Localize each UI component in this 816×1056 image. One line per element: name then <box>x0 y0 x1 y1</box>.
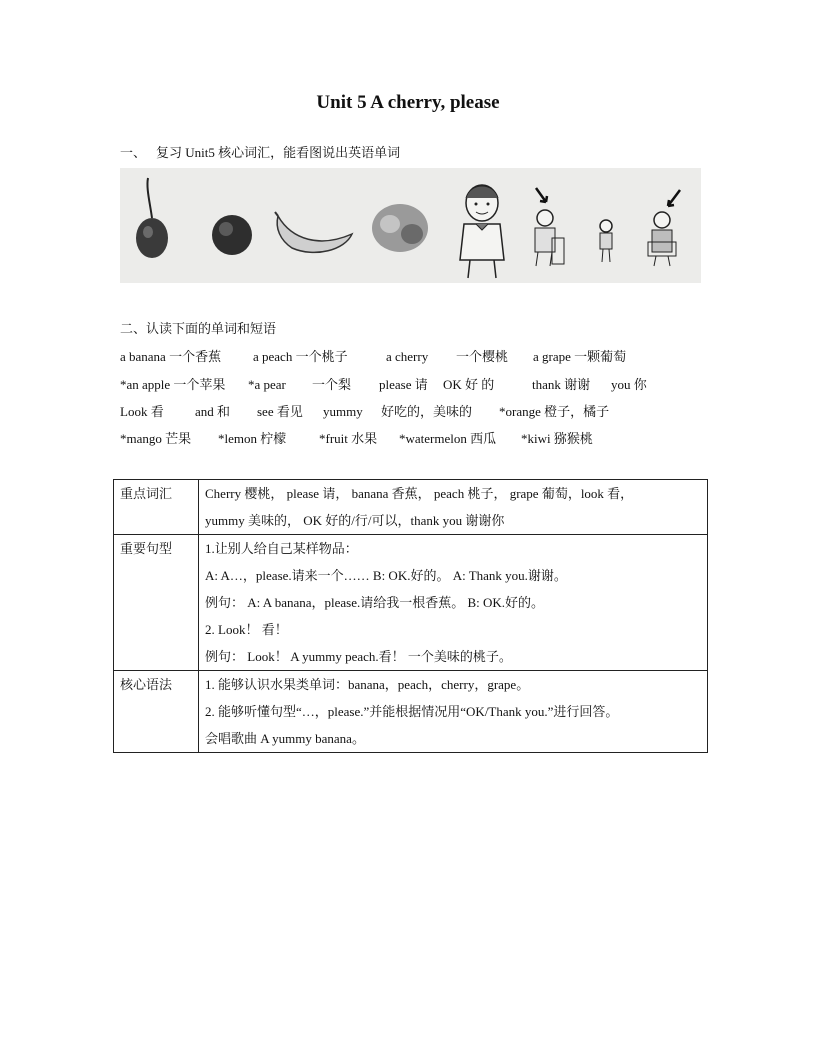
row-line: 例句： A: A banana，please.请给我一根香蕉。 B: OK.好的。 <box>205 595 545 610</box>
row-line: 1.让别人给自己某样物品： <box>205 541 358 556</box>
row-line: 会唱歌曲 A yummy banana。 <box>205 731 365 746</box>
grape-icon <box>372 204 428 252</box>
row-content <box>199 535 708 671</box>
section-1-text: 复习 Unit5 核心词汇，能看图说出英语单词 <box>156 145 401 160</box>
key-points-table <box>113 479 708 753</box>
section-1-heading <box>120 142 400 161</box>
vocab-item: *orange 橙子，橘子 <box>499 404 610 419</box>
vocab-line-2 <box>120 374 647 393</box>
table-row <box>114 535 708 671</box>
vocab-item: *watermelon 西瓜 <box>399 431 497 446</box>
vocab-line-4 <box>120 428 593 447</box>
row-header: 重要句型 <box>114 535 199 671</box>
banana-icon <box>275 212 352 252</box>
person-icon <box>648 190 680 266</box>
vocab-item: a peach 一个桃子 <box>253 349 348 364</box>
row-line: 例句： Look！ A yummy peach.看！ 一个美味的桃子。 <box>205 649 512 664</box>
row-content <box>199 671 708 753</box>
vocab-item: 一个梨 <box>312 377 352 392</box>
row-line: yummy 美味的， OK 好的/行/可以，thank you 谢谢你 <box>205 513 505 528</box>
row-header: 重点词汇 <box>114 480 199 535</box>
table-row <box>114 480 708 535</box>
row-line: 2. 能够听懂句型“…，please.”并能根据情况用“OK/Thank you.”进行回答。 <box>205 704 619 719</box>
row-line: 2. Look！ 看！ <box>205 622 288 637</box>
vocab-item: *mango 芒果 <box>120 431 192 446</box>
cherry-icon <box>136 178 168 258</box>
vocabulary-picture-strip <box>120 168 701 283</box>
vocab-item: and 和 <box>195 404 231 419</box>
section-1-number: 一、 <box>120 145 147 160</box>
row-line: 1. 能够认识水果类单词：banana，peach，cherry，grape。 <box>205 677 530 692</box>
vocab-item: 一个樱桃 <box>456 349 509 364</box>
vocab-line-1 <box>120 346 626 365</box>
vocab-item: OK 好 的 <box>443 377 495 392</box>
section-2-heading: 二、认读下面的单词和短语 <box>120 321 277 336</box>
vocab-item: a grape 一颗葡萄 <box>533 349 627 364</box>
row-content <box>199 480 708 535</box>
table-row <box>114 671 708 753</box>
child-icon <box>600 220 612 262</box>
vocab-item: *fruit 水果 <box>319 431 378 446</box>
vocab-item: see 看见 <box>257 404 303 419</box>
vocab-item: thank 谢谢 <box>532 377 591 392</box>
vocab-item: 好吃的，美味的 <box>381 404 473 419</box>
row-line: Cherry 樱桃， please 请， banana 香蕉， peach 桃子， grape 葡萄，look 看， <box>205 486 634 501</box>
page-title: Unit 5 A cherry, please <box>316 92 500 113</box>
vocab-item: *lemon 柠檬 <box>218 431 287 446</box>
vocab-item: please 请 <box>379 377 428 392</box>
person-icon <box>535 188 564 266</box>
vocab-line-3 <box>120 401 609 420</box>
row-header: 核心语法 <box>114 671 199 753</box>
peach-icon <box>212 215 252 255</box>
vocab-item: yummy <box>323 404 363 419</box>
vocab-item: Look 看 <box>120 404 164 419</box>
vocab-item: a cherry <box>386 349 429 364</box>
vocab-item: *a pear <box>248 377 286 392</box>
vocab-item: *kiwi 猕猴桃 <box>521 431 593 446</box>
boy-icon <box>460 185 504 278</box>
row-line: A: A…，please.请来一个…… B: OK.好的。 A: Thank you.谢谢。 <box>205 568 567 583</box>
vocab-item: you 你 <box>611 377 647 392</box>
vocab-item: *an apple 一个苹果 <box>120 377 226 392</box>
vocab-item: a banana 一个香蕉 <box>120 349 222 364</box>
